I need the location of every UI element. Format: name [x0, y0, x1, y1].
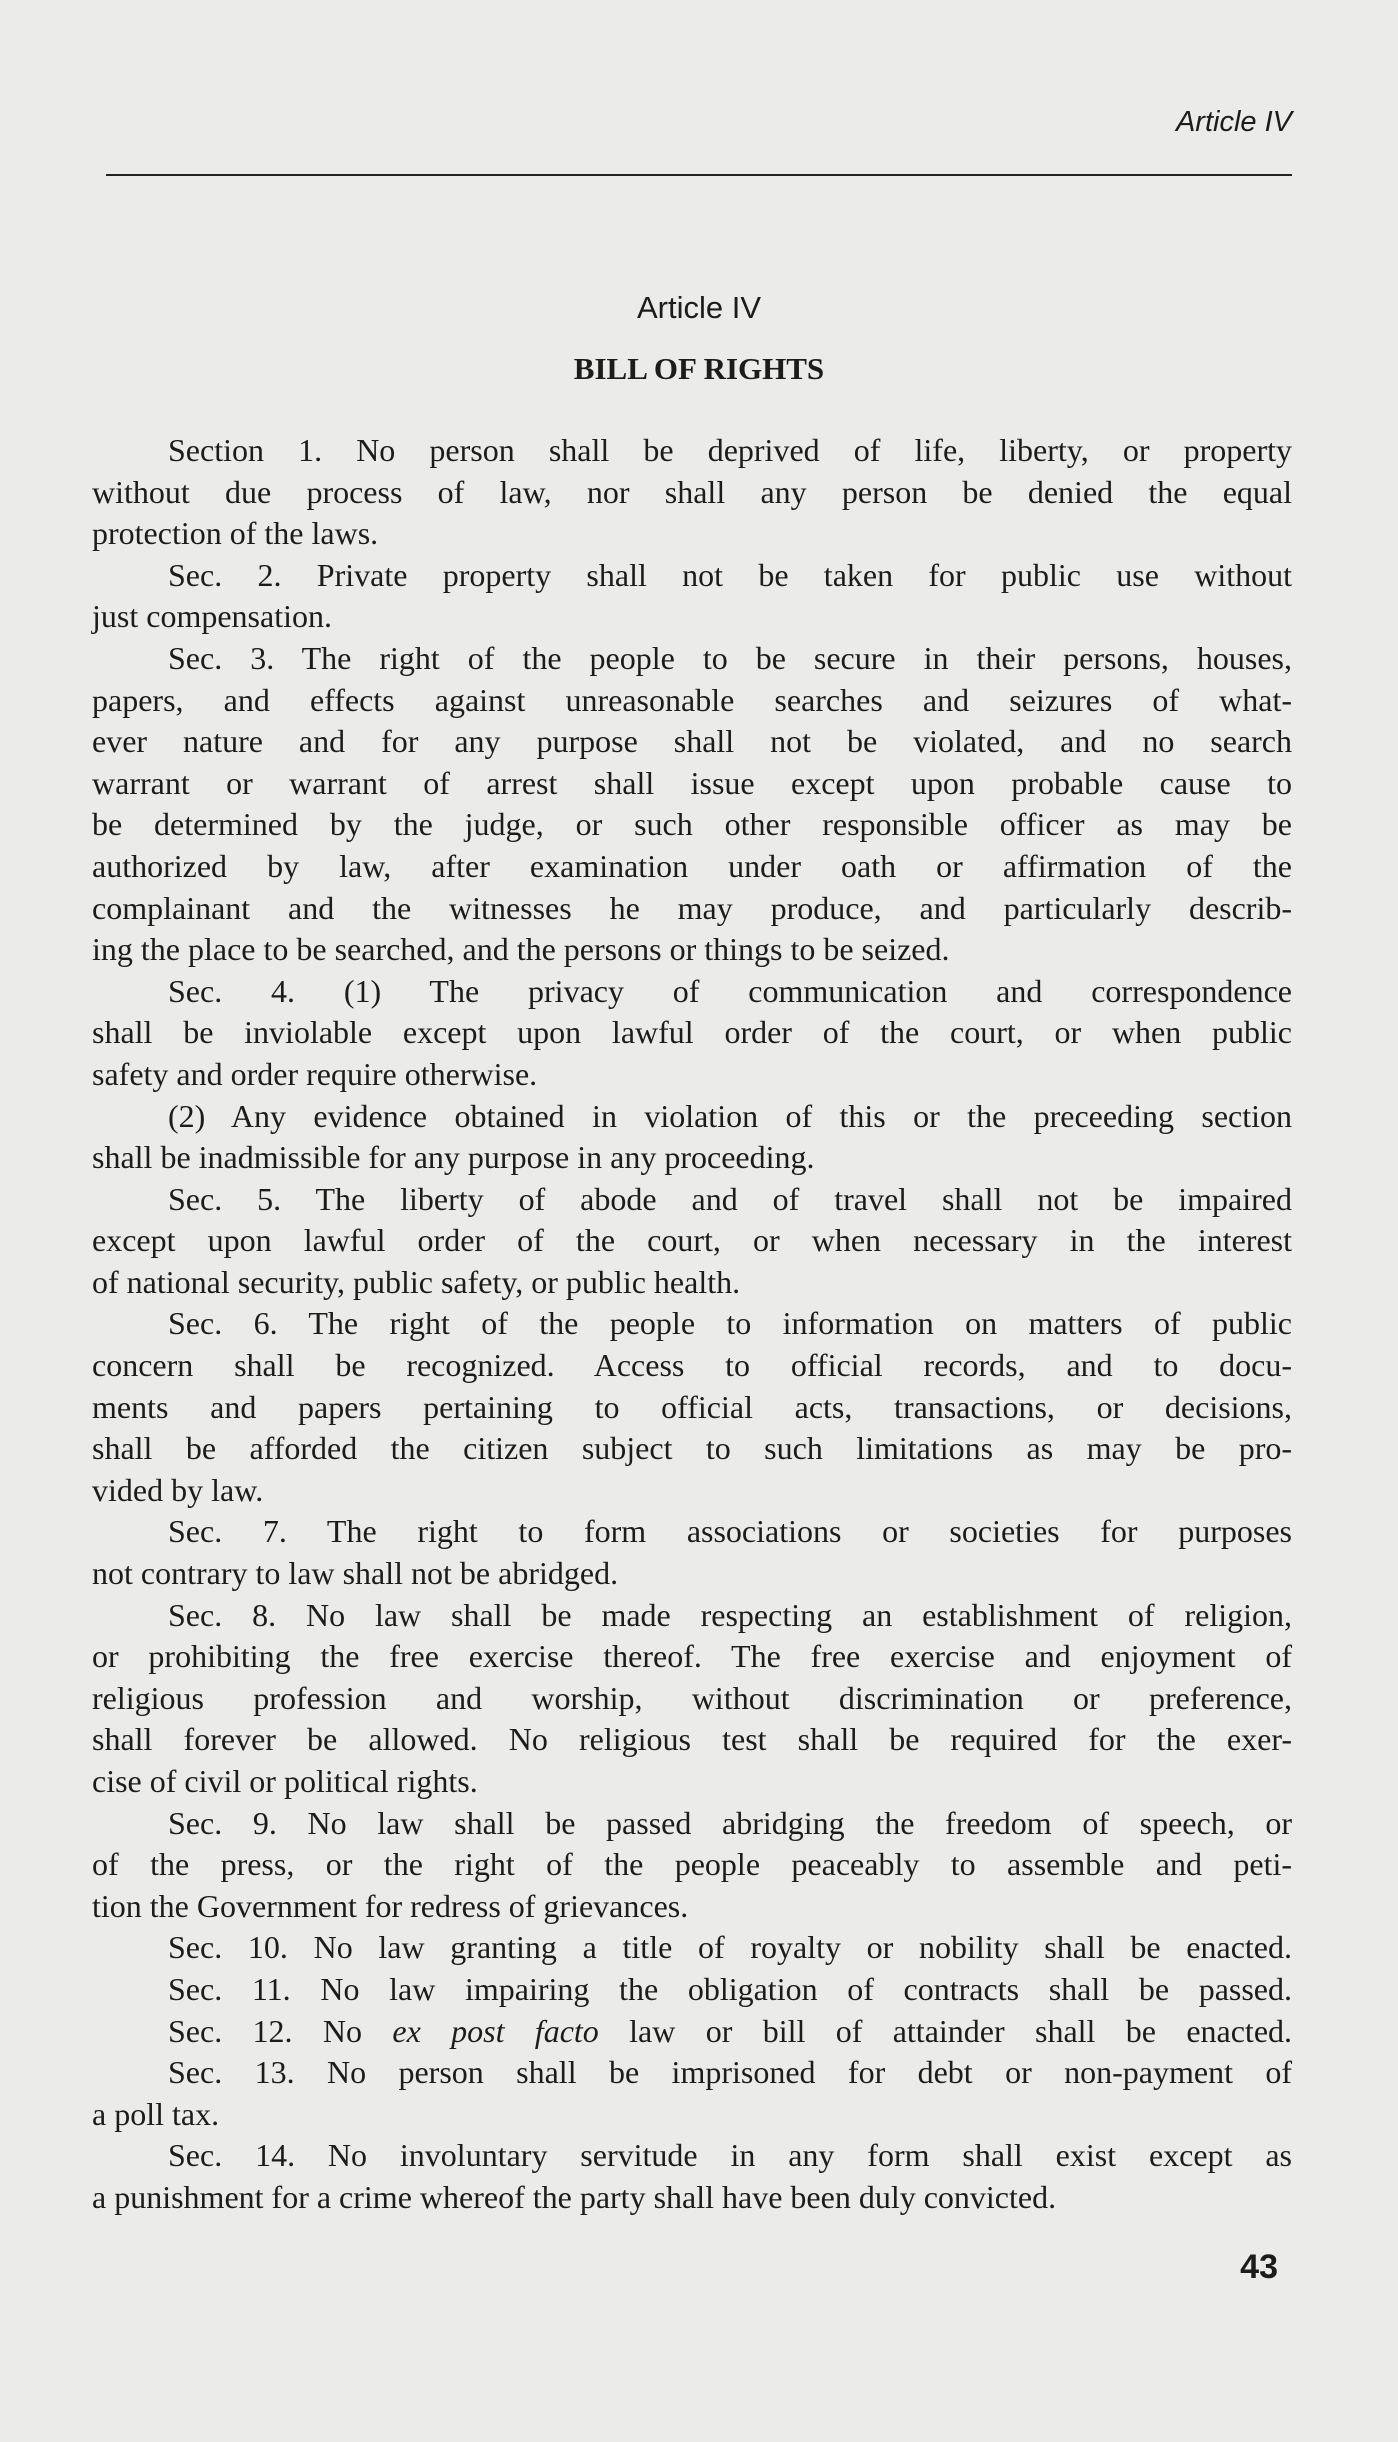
text-line: ing the place to be searched, and the persons or things to be seized. [92, 931, 950, 968]
text-line: Sec. 14. No involuntary servitude in any form shall exist except as [168, 2137, 1292, 2174]
text-line: papers, and effects against unreasonable searches and seizures of what- [92, 681, 1292, 718]
section-paragraph [92, 638, 1292, 971]
text-line: be determined by the judge, or such other responsible officer as may be [92, 806, 1292, 843]
text-line: concern shall be recognized. Access to official records, and to docu- [92, 1347, 1292, 1384]
text-line: (2) Any evidence obtained in violation of this or the preceeding section [168, 1097, 1292, 1134]
text-line: without due process of law, nor shall any person be denied the equal [92, 473, 1292, 510]
text-line: authorized by law, after examination under oath or affirmation of the [92, 847, 1292, 884]
article-body [92, 430, 1292, 2219]
section-paragraph [92, 1179, 1292, 1304]
text-line: Sec. 5. The liberty of abode and of travel shall not be impaired [168, 1180, 1292, 1217]
section-paragraph [92, 1927, 1292, 1969]
text-line: Sec. 6. The right of the people to information on matters of public [168, 1305, 1292, 1342]
text-line: Sec. 3. The right of the people to be secure in their persons, houses, [168, 639, 1292, 676]
text-line: Sec. 11. No law impairing the obligation of contracts shall be passed. [168, 1970, 1292, 2007]
text-line: shall forever be allowed. No religious test shall be required for the exer- [92, 1721, 1292, 1758]
text-line: just compensation. [92, 598, 332, 635]
text-line: religious profession and worship, without discrimination or preference, [92, 1679, 1292, 1716]
text-line: shall be inviolable except upon lawful order of the court, or when public [92, 1014, 1292, 1051]
section-paragraph [92, 555, 1292, 638]
section-paragraph [92, 971, 1292, 1096]
text-line: shall be inadmissible for any purpose in any proceeding. [92, 1139, 815, 1176]
text-line: a punishment for a crime whereof the party shall have been duly convicted. [92, 2178, 1057, 2215]
text-line: tion the Government for redress of grievances. [92, 1887, 689, 1924]
text-line: of the press, or the right of the people peaceably to assemble and peti- [92, 1846, 1292, 1883]
text-line: Sec. 4. (1) The privacy of communication and correspondence [168, 972, 1292, 1009]
text-line: a poll tax. [92, 2095, 220, 2132]
text-line: safety and order require otherwise. [92, 1055, 538, 1092]
section-paragraph [92, 1303, 1292, 1511]
text-line: not contrary to law shall not be abridged. [92, 1555, 619, 1592]
section-paragraph [92, 2052, 1292, 2135]
section-paragraph [92, 2011, 1292, 2053]
header-rule [106, 174, 1292, 176]
section-paragraph [92, 2135, 1292, 2218]
text-line: Sec. 13. No person shall be imprisoned for debt or non-payment of [168, 2054, 1292, 2091]
text-segment: law or bill of attainder shall be enacted. [598, 2012, 1293, 2049]
section-paragraph [92, 1595, 1292, 1803]
text-line: Sec. 2. Private property shall not be taken for public use without [168, 556, 1292, 593]
section-paragraph [92, 430, 1292, 555]
text-line: ever nature and for any purpose shall not be violated, and no search [92, 723, 1292, 760]
text-line: protection of the laws. [92, 515, 379, 552]
page-number: 43 [1240, 2248, 1278, 2286]
text-line: Sec. 10. No law granting a title of royalty or nobility shall be enacted. [168, 1929, 1292, 1966]
text-line: except upon lawful order of the court, or when necessary in the interest [92, 1222, 1292, 1259]
text-line: shall be afforded the citizen subject to such limitations as may be pro- [92, 1430, 1292, 1467]
text-line: warrant or warrant of arrest shall issue except upon probable cause to [92, 764, 1292, 801]
article-heading: BILL OF RIGHTS [573, 351, 825, 386]
text-line: complainant and the witnesses he may produce, and particularly describ- [92, 889, 1292, 926]
section-paragraph [92, 1096, 1292, 1179]
text-line: vided by law. [92, 1471, 264, 1508]
text-line: Section 1. No person shall be deprived of life, liberty, or property [168, 432, 1292, 468]
text-line: Sec. 9. No law shall be passed abridging the freedom of speech, or [168, 1804, 1292, 1841]
section-paragraph [92, 1803, 1292, 1928]
text-line: ments and papers pertaining to official acts, transactions, or decisions, [92, 1388, 1292, 1425]
text-line: Sec. 7. The right to form associations or societies for purposes [168, 1513, 1292, 1550]
text-line: of national security, public safety, or public health. [92, 1263, 741, 1300]
section-paragraph [92, 1511, 1292, 1594]
text-segment: Sec. 12. No [168, 2012, 393, 2049]
italic-phrase: ex post facto [392, 2012, 599, 2049]
running-head: Article IV [1175, 106, 1292, 138]
text-line: Sec. 8. No law shall be made respecting an establishment of religion, [168, 1596, 1292, 1633]
article-title: Article IV [636, 290, 762, 325]
text-line: cise of civil or political rights. [92, 1763, 478, 1799]
text-line [92, 2011, 1292, 2053]
section-paragraph [92, 1969, 1292, 2011]
text-line: or prohibiting the free exercise thereof. The free exercise and enjoyment of [92, 1638, 1292, 1675]
